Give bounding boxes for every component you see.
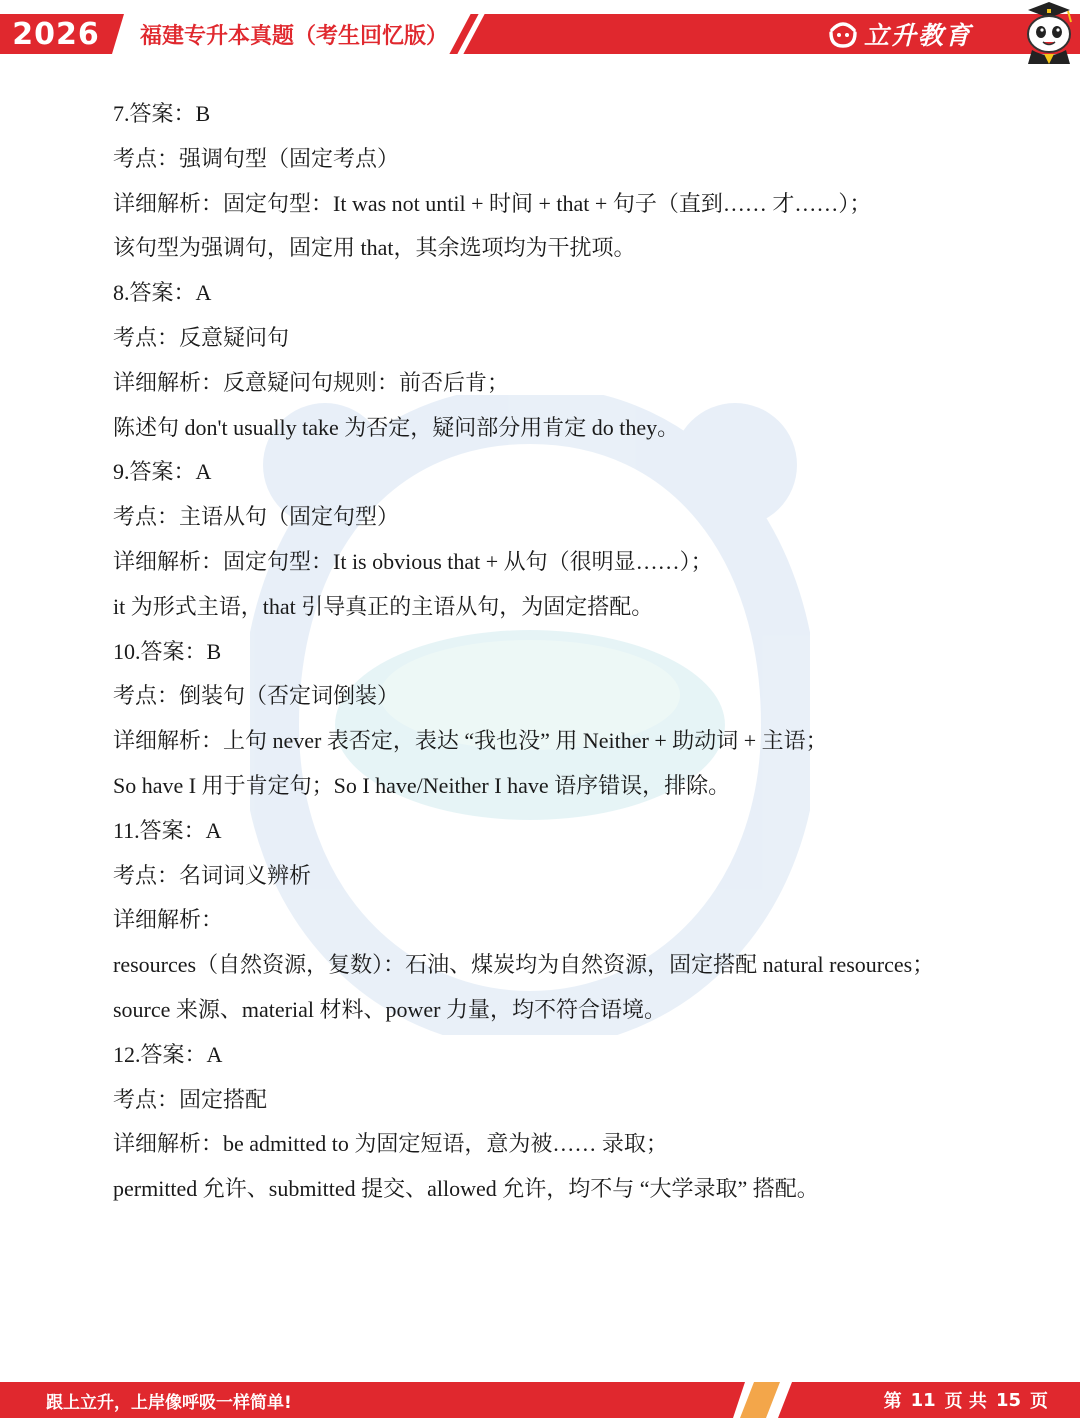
analysis-line: 该句型为强调句，固定用 that，其余选项均为干扰项。	[113, 235, 636, 261]
answer-line: 9.答案：A	[113, 459, 212, 485]
topic-line: 考点：强调句型（固定考点）	[113, 145, 400, 171]
brand-name: 立升教育	[864, 21, 973, 50]
page-current: 11	[910, 1389, 936, 1411]
analysis-line: resources（自然资源，复数）：石油、煤炭均为自然资源，固定搭配 natural resources；	[113, 952, 935, 978]
answer-line: 11.答案：A	[113, 817, 222, 843]
footer-slogan: 跟上立升，上岸像呼吸一样简单!	[46, 1392, 292, 1413]
page-total: 15	[995, 1389, 1021, 1411]
page-footer	[0, 1382, 1080, 1418]
topic-line: 考点：反意疑问句	[113, 324, 290, 350]
topic-line: 考点：主语从句（固定句型）	[113, 504, 400, 530]
analysis-line: it 为形式主语，that 引导真正的主语从句，为固定搭配。	[113, 593, 654, 619]
page-prefix: 第	[883, 1391, 902, 1412]
topic-line: 考点：名词词义辨析	[113, 862, 312, 888]
analysis-line: 详细解析：固定句型：It is obvious that + 从句（很明显……）；	[113, 548, 713, 574]
answer-explanations	[113, 92, 993, 1212]
page-indicator	[884, 1382, 1048, 1418]
topic-line: 考点：倒装句（否定词倒装）	[113, 683, 400, 709]
topic-line: 考点：固定搭配	[113, 1086, 268, 1112]
page-header	[0, 0, 1080, 70]
page-suffix: 页	[1030, 1391, 1048, 1412]
analysis-line: So have I 用于肯定句；So I have/Neither I have 语序错误，排除。	[113, 772, 731, 798]
answer-line: 7.答案：B	[113, 101, 211, 126]
analysis-line: 详细解析：反意疑问句规则：前否后肯；	[113, 369, 510, 395]
analysis-line: source 来源、material 材料、power 力量，均不符合语境。	[113, 996, 666, 1022]
answer-line: 8.答案：A	[113, 280, 212, 306]
header-title: 福建专升本真题（考生回忆版）	[140, 23, 449, 49]
analysis-line: permitted 允许、submitted 提交、allowed 允许，均不与 “大学录取” 搭配。	[113, 1176, 819, 1202]
header-year: 2026	[12, 16, 100, 52]
brand-logo	[828, 14, 972, 54]
analysis-line: 详细解析：be admitted to 为固定短语，意为被…… 录取；	[113, 1131, 668, 1157]
analysis-line: 详细解析：	[113, 907, 224, 933]
mascot-graduate-icon	[1018, 0, 1080, 66]
footer-accent-stripe	[740, 1382, 780, 1418]
brand-logo-icon	[828, 20, 858, 48]
analysis-line: 详细解析：固定句型：It was not until + 时间 + that + 句子（直到…… 才……）；	[113, 190, 872, 216]
page-mid: 页 共	[944, 1391, 987, 1412]
analysis-line: 详细解析：上句 never 表否定，表达 “我也没” 用 Neither + 助动词 + 主语；	[113, 728, 828, 754]
answer-line: 10.答案：B	[113, 638, 222, 664]
answer-line: 12.答案：A	[113, 1041, 223, 1067]
analysis-line: 陈述句 don't usually take 为否定，疑问部分用肯定 do they。	[113, 414, 680, 440]
